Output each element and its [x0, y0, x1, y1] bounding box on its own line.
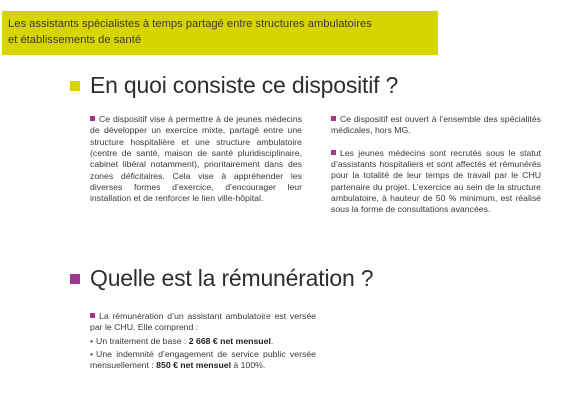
dispositif-paragraph: Ce dispositif vise à permettre à de jeunes médecins de développer un exercice mixte, partagé entre une structure hospitalière et une structure ambulatoire (centre de santé, maison de santé pluridisciplinaire, cabinet libéral notamment), prioritairement dans des zones déficitaires. Cela vise à appréhender les diverses formes d’exercice, d’encourager leur installation et de renforcer le lien ville-hôpital.	[90, 114, 302, 204]
bullet-dot-icon: •	[90, 335, 94, 346]
remuneration-intro: La rémunération d’un assistant ambulatoire est versée par le CHU. Elle comprend :	[90, 311, 316, 333]
banner-line-2: et établissements de santé	[8, 34, 142, 46]
section-heading-dispositif	[70, 72, 398, 99]
remuneration-bullet-1: • Un traitement de base : 2 668 € net mensuel.	[90, 335, 274, 346]
purple-square-bullet-icon	[90, 116, 95, 121]
banner-line-1: Les assistants spécialistes à temps partagé entre structures ambulatoires	[8, 18, 372, 30]
dispositif-right-column	[331, 114, 541, 216]
purple-square-bullet-icon	[331, 150, 336, 155]
dispositif-paragraph-2: Les jeunes médecins sont recrutés sous le statut d’assistants hospitaliers et sont affectés et rémunérés pour la totalité de leur temps de travail par le CHU partenaire du projet. L’exercice au sein de la structure ambulatoire, à hauteur de 50 % minimum, est réalisé sous la forme de consultations avancées.	[331, 147, 541, 215]
dispositif-paragraph-1: Ce dispositif est ouvert à l’ensemble des spécialités médicales, hors MG.	[331, 114, 541, 136]
bullet-dot-icon: •	[90, 349, 94, 360]
title-banner	[2, 11, 438, 55]
purple-square-bullet-icon	[70, 274, 80, 284]
dispositif-left-column	[90, 114, 302, 205]
section-heading-text: En quoi consiste ce dispositif ?	[90, 72, 399, 98]
purple-square-bullet-icon	[331, 116, 336, 121]
remuneration-bullet-2: • Une indemnité d’engagement de service public versée mensuellement : 850 € net mensuel à 100%.	[90, 349, 316, 371]
purple-square-bullet-icon	[90, 313, 95, 318]
yellow-square-bullet-icon	[70, 81, 80, 91]
remuneration-column	[90, 311, 316, 372]
section-heading-text: Quelle est la rémunération ?	[90, 265, 374, 291]
section-heading-remuneration	[70, 265, 373, 292]
